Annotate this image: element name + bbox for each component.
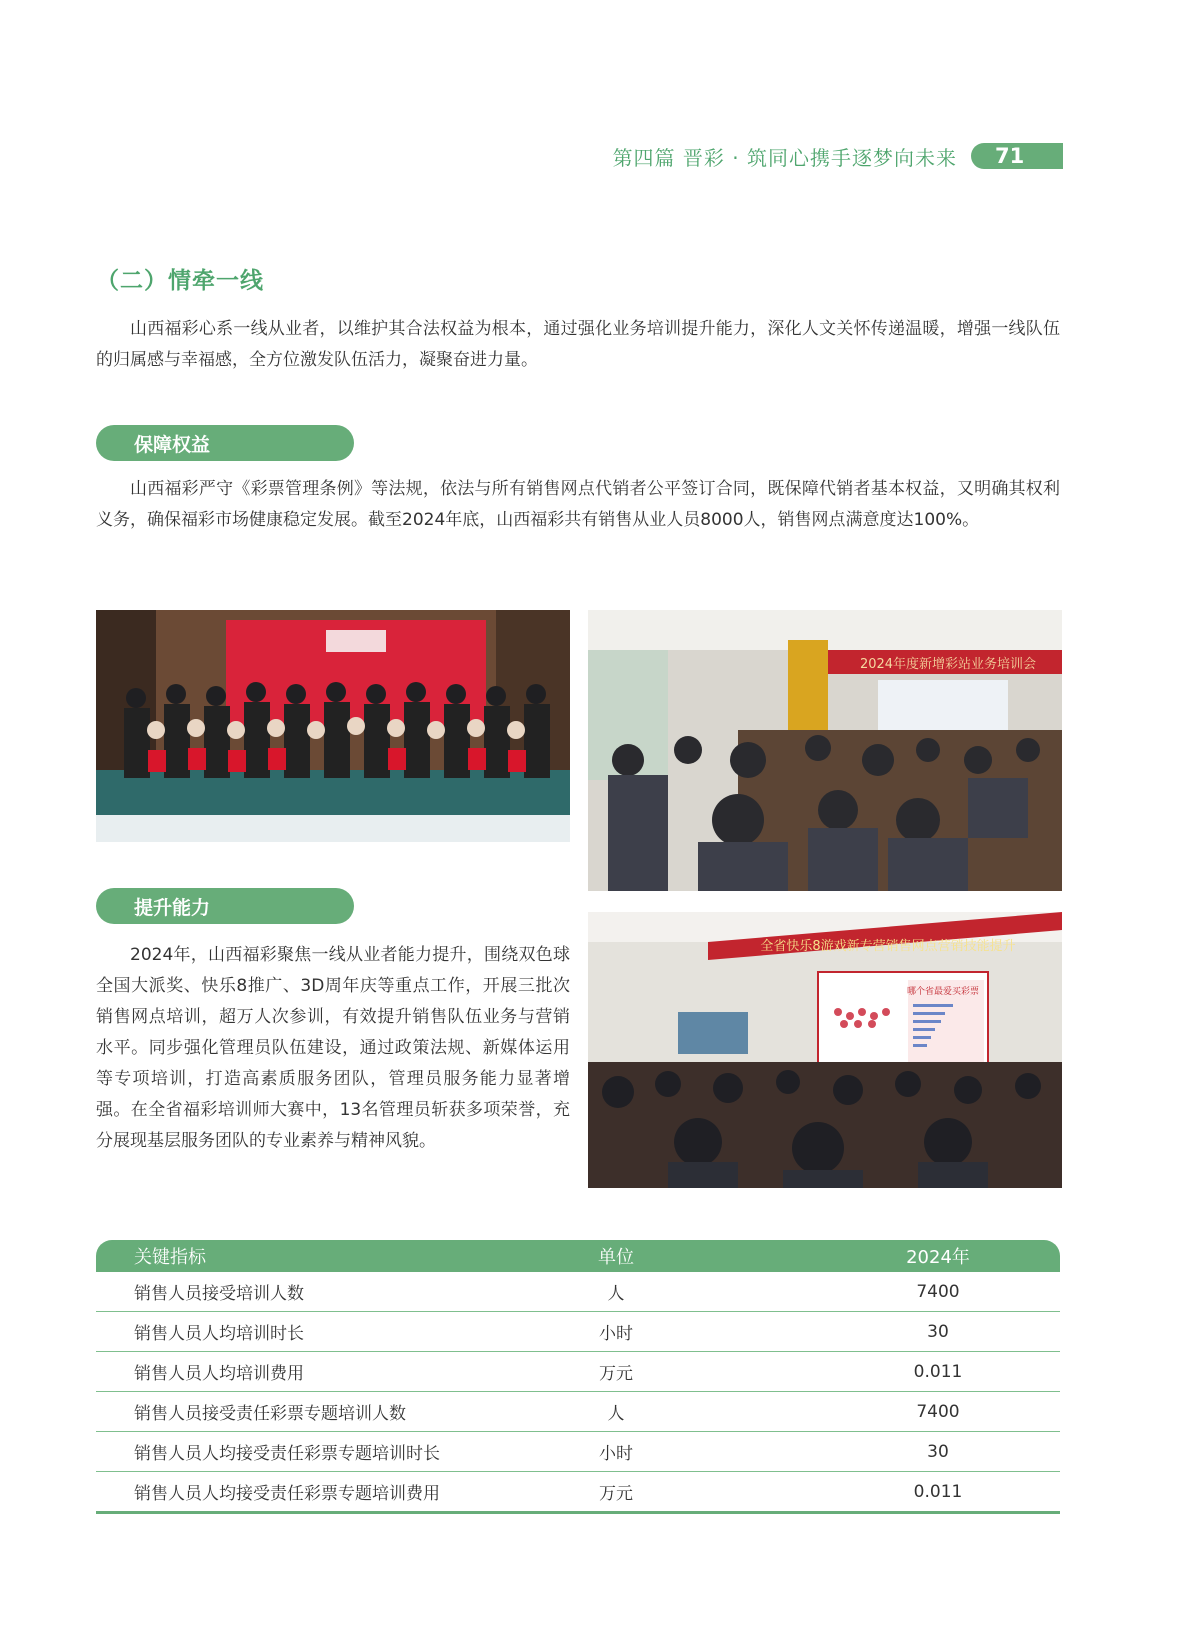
- table-row: [96, 1432, 1060, 1472]
- cell-indicator: 销售人员人均接受责任彩票专题培训费用: [134, 1484, 440, 1504]
- cell-indicator: 销售人员人均培训时长: [134, 1324, 304, 1344]
- key-indicators-table: [96, 1240, 1060, 1514]
- cell-unit: 万元: [599, 1364, 633, 1384]
- page-header: [613, 142, 1063, 170]
- page-number: 71: [971, 143, 1063, 169]
- rights-paragraph: [96, 474, 1060, 536]
- header-indicator: 关键指标: [134, 1247, 206, 1268]
- table-row: [96, 1472, 1060, 1514]
- cell-indicator: 销售人员人均培训费用: [134, 1364, 304, 1384]
- presentation-photo: [588, 912, 1062, 1188]
- section-label-ability: 提升能力: [96, 888, 354, 924]
- group-photo-image: [96, 610, 570, 842]
- intro-paragraph: [96, 314, 1060, 376]
- cell-unit: 万元: [599, 1484, 633, 1504]
- cell-value: 7400: [916, 1281, 960, 1302]
- header-unit: 单位: [598, 1247, 634, 1268]
- intro-text: 山西福彩心系一线从业者，以维护其合法权益为根本，通过强化业务培训提升能力，深化人文关怀传递温暖，增强一线队伍的归属感与幸福感，全方位激发队伍活力，凝聚奋进力量。: [96, 319, 1060, 370]
- table-header: [96, 1240, 1060, 1272]
- screen-chart-text: 哪个省最爱买彩票: [906, 987, 980, 997]
- presentation-banner-text: 全省快乐8游戏新专营销售网点营销技能提升: [760, 939, 1016, 954]
- table-row: [96, 1352, 1060, 1392]
- cell-indicator: 销售人员人均接受责任彩票专题培训时长: [134, 1444, 440, 1464]
- hall-banner-text: 2024年度新增彩站业务培训会: [859, 657, 1037, 672]
- cell-indicator: 销售人员接受培训人数: [134, 1284, 304, 1304]
- training-hall-image: [588, 610, 1062, 891]
- table-row: [96, 1272, 1060, 1312]
- ability-paragraph: [96, 940, 570, 1157]
- header-year: 2024年: [906, 1247, 970, 1268]
- rights-text: 山西福彩严守《彩票管理条例》等法规，依法与所有销售网点代销者公平签订合同，既保障代销者基本权益，又明确其权利义务，确保福彩市场健康稳定发展。截至2024年底，山西福彩共有销售从业人员8000人，销售网点满意度达100%。: [96, 479, 1060, 530]
- cell-value: 0.011: [913, 1481, 963, 1502]
- cell-unit: 人: [607, 1284, 625, 1304]
- cell-value: 30: [927, 1321, 949, 1342]
- ability-text: 2024年，山西福彩聚焦一线从业者能力提升，围绕双色球全国大派奖、快乐8推广、3D周年庆等重点工作，开展三批次销售网点培训，超万人次参训，有效提升销售队伍业务与营销水平。同步强化管理员队伍建设，通过政策法规、新媒体运用等专项培训，打造高素质服务团队，管理员服务能力显著增强。在全省福彩培训师大赛中，13名管理员斩获多项荣誉，充分展现基层服务团队的专业素养与精神风貌。: [96, 945, 570, 1151]
- cell-value: 30: [927, 1441, 949, 1462]
- chapter-title: 第四篇 晋彩 · 筑同心携手逐梦向未来: [612, 145, 957, 170]
- training-hall-photo: [588, 610, 1062, 891]
- section-title: （二）情牵一线: [96, 268, 264, 294]
- group-photo: [96, 610, 570, 842]
- section-label-rights: 保障权益: [96, 425, 354, 461]
- cell-unit: 小时: [599, 1324, 633, 1344]
- cell-value: 7400: [916, 1401, 960, 1422]
- cell-indicator: 销售人员接受责任彩票专题培训人数: [134, 1404, 406, 1424]
- presentation-image: [588, 912, 1062, 1188]
- cell-unit: 人: [607, 1404, 625, 1424]
- cell-value: 0.011: [913, 1361, 963, 1382]
- cell-unit: 小时: [599, 1444, 633, 1464]
- table-row: [96, 1312, 1060, 1352]
- table-row: [96, 1392, 1060, 1432]
